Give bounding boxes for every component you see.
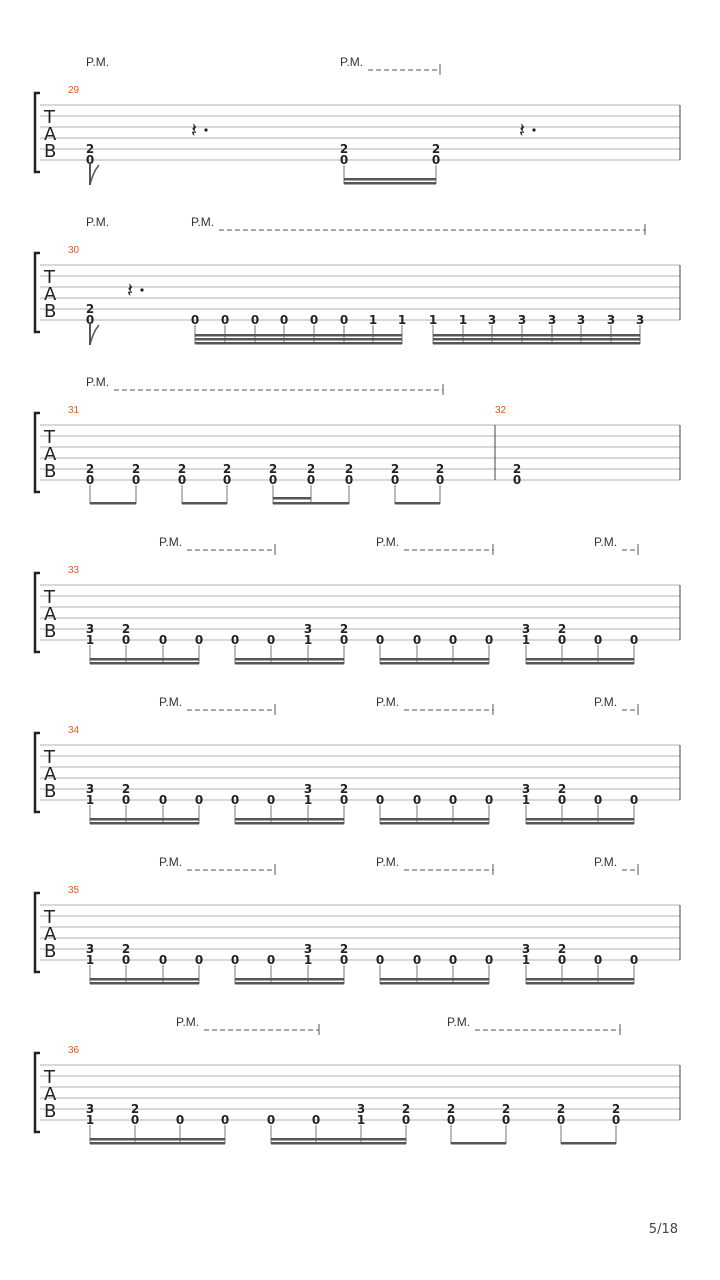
palm-mute-label: P.M. <box>340 55 364 69</box>
note-beam <box>380 818 489 821</box>
rest-symbol: 𝄽 <box>127 278 134 302</box>
fret-number: 0 <box>557 793 567 807</box>
fret-number: 2 <box>85 302 95 316</box>
palm-mute-label: P.M. <box>176 1015 200 1029</box>
fret-number: 2 <box>121 622 131 636</box>
tab-clef-letter: A <box>44 924 57 945</box>
fret-number: 1 <box>85 793 95 807</box>
measure-number: 34 <box>68 725 80 736</box>
tab-system <box>35 215 680 345</box>
fret-number: 0 <box>158 953 168 967</box>
tab-clef-letter: B <box>44 621 57 642</box>
note-beam <box>380 822 489 825</box>
fret-number: 0 <box>557 633 567 647</box>
system-bracket <box>35 733 40 812</box>
fret-number: 1 <box>303 793 313 807</box>
fret-number: 0 <box>131 473 141 487</box>
note-beam <box>235 982 344 985</box>
note-beam <box>451 1142 506 1145</box>
fret-number: 0 <box>557 953 567 967</box>
palm-mute-label: P.M. <box>447 1015 471 1029</box>
note-beam <box>90 502 136 505</box>
tab-clef-letter: B <box>44 941 57 962</box>
palm-mute-label: P.M. <box>376 695 400 709</box>
fret-number: 0 <box>268 473 278 487</box>
tab-system <box>35 375 680 505</box>
fret-number: 0 <box>448 953 458 967</box>
note-beam <box>90 1138 225 1141</box>
fret-number: 0 <box>194 953 204 967</box>
tab-clef-letter: T <box>44 1067 55 1088</box>
note-beam <box>344 178 436 181</box>
palm-mute-label: P.M. <box>594 695 618 709</box>
note-beam <box>195 334 402 337</box>
fret-number: 3 <box>85 622 95 636</box>
note-beam <box>526 658 634 661</box>
tab-clef-letter: T <box>44 587 55 608</box>
rest-symbol: 𝄽 <box>191 118 198 142</box>
fret-number: 3 <box>85 1102 95 1116</box>
note-flag <box>90 165 99 185</box>
fret-number: 3 <box>521 622 531 636</box>
fret-number: 1 <box>521 793 531 807</box>
note-beam <box>182 502 227 505</box>
note-beam <box>380 978 489 981</box>
fret-number: 0 <box>401 1113 411 1127</box>
fret-number: 0 <box>266 633 276 647</box>
fret-number: 0 <box>593 953 603 967</box>
tab-clef-letter: A <box>44 764 57 785</box>
measure-number: 31 <box>68 405 80 416</box>
measure-number: 36 <box>68 1045 80 1056</box>
note-beam <box>271 1142 406 1145</box>
tab-clef-letter: B <box>44 781 57 802</box>
fret-number: 1 <box>458 313 468 327</box>
tab-system <box>35 855 680 985</box>
note-beam <box>526 662 634 665</box>
fret-number: 2 <box>121 942 131 956</box>
tab-system <box>35 1015 680 1145</box>
fret-number: 3 <box>356 1102 366 1116</box>
fret-number: 1 <box>521 633 531 647</box>
fret-number: 0 <box>306 473 316 487</box>
fret-number: 2 <box>556 1102 566 1116</box>
note-beam <box>526 978 634 981</box>
fret-number: 2 <box>501 1102 511 1116</box>
palm-mute-label: P.M. <box>159 855 183 869</box>
fret-number: 0 <box>448 633 458 647</box>
fret-number: 0 <box>121 633 131 647</box>
fret-number: 3 <box>635 313 645 327</box>
fret-number: 0 <box>85 313 95 327</box>
fret-number: 0 <box>375 793 385 807</box>
fret-number: 1 <box>521 953 531 967</box>
fret-number: 0 <box>220 1113 230 1127</box>
measure-number: 32 <box>495 405 507 416</box>
fret-number: 0 <box>501 1113 511 1127</box>
fret-number: 2 <box>222 462 232 476</box>
fret-number: 3 <box>576 313 586 327</box>
note-beam <box>235 822 344 825</box>
tab-clef-letter: A <box>44 444 57 465</box>
fret-number: 0 <box>220 313 230 327</box>
fret-number: 0 <box>435 473 445 487</box>
note-beam <box>90 818 199 821</box>
fret-number: 2 <box>85 142 95 156</box>
note-beam <box>561 1142 616 1145</box>
fret-number: 1 <box>368 313 378 327</box>
fret-number: 0 <box>593 633 603 647</box>
fret-number: 0 <box>412 953 422 967</box>
note-beam <box>526 818 634 821</box>
tab-clef-letter: A <box>44 604 57 625</box>
fret-number: 0 <box>512 473 522 487</box>
fret-number: 2 <box>339 142 349 156</box>
fret-number: 0 <box>85 473 95 487</box>
fret-number: 0 <box>484 793 494 807</box>
note-beam <box>526 982 634 985</box>
tab-clef-letter: A <box>44 1084 57 1105</box>
fret-number: 0 <box>194 633 204 647</box>
fret-number: 0 <box>266 793 276 807</box>
fret-number: 3 <box>521 942 531 956</box>
note-beam <box>380 982 489 985</box>
fret-number: 0 <box>85 153 95 167</box>
note-beam <box>195 342 402 345</box>
fret-number: 2 <box>512 462 522 476</box>
fret-number: 3 <box>517 313 527 327</box>
system-bracket <box>35 413 40 492</box>
system-bracket <box>35 93 40 172</box>
fret-number: 0 <box>230 953 240 967</box>
fret-number: 0 <box>309 313 319 327</box>
note-beam <box>235 658 344 661</box>
note-beam <box>433 342 640 345</box>
tab-clef-letter: A <box>44 284 57 305</box>
palm-mute-label: P.M. <box>594 855 618 869</box>
rest-symbol: 𝄽 <box>519 118 526 142</box>
fret-number: 2 <box>339 942 349 956</box>
fret-number: 0 <box>629 793 639 807</box>
fret-number: 0 <box>121 953 131 967</box>
tab-clef-letter: T <box>44 747 55 768</box>
palm-mute-label: P.M. <box>159 695 183 709</box>
fret-number: 2 <box>446 1102 456 1116</box>
note-beam <box>344 182 436 185</box>
tab-system <box>35 695 680 825</box>
fret-number: 0 <box>177 473 187 487</box>
fret-number: 2 <box>431 142 441 156</box>
note-beam <box>273 502 349 505</box>
fret-number: 2 <box>130 1102 140 1116</box>
fret-number: 1 <box>428 313 438 327</box>
fret-number: 0 <box>339 793 349 807</box>
note-beam <box>90 978 199 981</box>
fret-number: 2 <box>339 782 349 796</box>
rest-dot <box>532 128 535 131</box>
system-bracket <box>35 573 40 652</box>
fret-number: 1 <box>303 953 313 967</box>
tab-clef-letter: B <box>44 301 57 322</box>
system-bracket <box>35 1053 40 1132</box>
fret-number: 3 <box>487 313 497 327</box>
note-beam <box>433 334 640 337</box>
fret-number: 2 <box>390 462 400 476</box>
tab-clef-letter: T <box>44 267 55 288</box>
fret-number: 2 <box>557 782 567 796</box>
tab-system <box>35 55 680 185</box>
fret-number: 0 <box>130 1113 140 1127</box>
note-beam <box>271 1138 406 1141</box>
tab-clef-letter: T <box>44 907 55 928</box>
fret-number: 2 <box>177 462 187 476</box>
fret-number: 2 <box>435 462 445 476</box>
palm-mute-label: P.M. <box>159 535 183 549</box>
fret-number: 0 <box>158 793 168 807</box>
tab-clef-letter: B <box>44 1101 57 1122</box>
fret-number: 2 <box>131 462 141 476</box>
fret-number: 0 <box>344 473 354 487</box>
note-beam <box>90 982 199 985</box>
fret-number: 0 <box>266 1113 276 1127</box>
fret-number: 0 <box>190 313 200 327</box>
fret-number: 0 <box>279 313 289 327</box>
measure-number: 29 <box>68 85 80 96</box>
note-beam <box>90 1142 225 1145</box>
fret-number: 0 <box>311 1113 321 1127</box>
tab-clef-letter: T <box>44 107 55 128</box>
note-beam <box>380 662 489 665</box>
page-number: 5/18 <box>648 1222 678 1237</box>
fret-number: 1 <box>356 1113 366 1127</box>
fret-number: 0 <box>446 1113 456 1127</box>
palm-mute-label: P.M. <box>86 375 110 389</box>
system-bracket <box>35 253 40 332</box>
fret-number: 2 <box>306 462 316 476</box>
fret-number: 2 <box>611 1102 621 1116</box>
tab-clef-letter: A <box>44 124 57 145</box>
fret-number: 2 <box>339 622 349 636</box>
system-bracket <box>35 893 40 972</box>
palm-mute-label: P.M. <box>376 855 400 869</box>
fret-number: 2 <box>344 462 354 476</box>
fret-number: 0 <box>484 633 494 647</box>
fret-number: 2 <box>557 622 567 636</box>
fret-number: 0 <box>250 313 260 327</box>
fret-number: 0 <box>390 473 400 487</box>
note-beam <box>433 338 640 341</box>
fret-number: 3 <box>303 622 313 636</box>
fret-number: 1 <box>397 313 407 327</box>
note-beam <box>235 662 344 665</box>
note-beam <box>90 822 199 825</box>
fret-number: 0 <box>266 953 276 967</box>
rest-dot <box>204 128 207 131</box>
fret-number: 2 <box>401 1102 411 1116</box>
fret-number: 1 <box>85 1113 95 1127</box>
fret-number: 0 <box>339 153 349 167</box>
palm-mute-label: P.M. <box>191 215 215 229</box>
fret-number: 3 <box>303 942 313 956</box>
note-beam <box>380 658 489 661</box>
measure-number: 33 <box>68 565 80 576</box>
fret-number: 0 <box>412 793 422 807</box>
fret-number: 0 <box>339 313 349 327</box>
palm-mute-label: P.M. <box>376 535 400 549</box>
fret-number: 0 <box>339 633 349 647</box>
fret-number: 0 <box>431 153 441 167</box>
fret-number: 0 <box>375 953 385 967</box>
fret-number: 1 <box>85 953 95 967</box>
fret-number: 0 <box>629 953 639 967</box>
fret-number: 1 <box>303 633 313 647</box>
note-flag <box>90 325 99 345</box>
fret-number: 0 <box>611 1113 621 1127</box>
measure-number: 35 <box>68 885 80 896</box>
note-beam <box>235 978 344 981</box>
fret-number: 3 <box>606 313 616 327</box>
rest-dot <box>140 288 143 291</box>
fret-number: 3 <box>303 782 313 796</box>
fret-number: 0 <box>339 953 349 967</box>
tab-clef-letter: B <box>44 461 57 482</box>
note-beam <box>195 338 402 341</box>
palm-mute-label: P.M. <box>86 55 110 69</box>
note-beam <box>90 662 199 665</box>
fret-number: 0 <box>484 953 494 967</box>
fret-number: 0 <box>222 473 232 487</box>
note-beam <box>90 658 199 661</box>
fret-number: 0 <box>448 793 458 807</box>
fret-number: 0 <box>194 793 204 807</box>
fret-number: 0 <box>593 793 603 807</box>
fret-number: 3 <box>85 942 95 956</box>
tab-system <box>35 535 680 665</box>
fret-number: 2 <box>121 782 131 796</box>
fret-number: 0 <box>556 1113 566 1127</box>
fret-number: 3 <box>521 782 531 796</box>
tab-clef-letter: T <box>44 427 55 448</box>
fret-number: 0 <box>158 633 168 647</box>
fret-number: 0 <box>412 633 422 647</box>
note-beam <box>273 497 311 500</box>
fret-number: 0 <box>121 793 131 807</box>
note-beam <box>526 822 634 825</box>
fret-number: 1 <box>85 633 95 647</box>
measure-number: 30 <box>68 245 80 256</box>
fret-number: 0 <box>629 633 639 647</box>
fret-number: 0 <box>175 1113 185 1127</box>
fret-number: 2 <box>85 462 95 476</box>
fret-number: 0 <box>230 633 240 647</box>
fret-number: 2 <box>268 462 278 476</box>
fret-number: 2 <box>557 942 567 956</box>
palm-mute-label: P.M. <box>594 535 618 549</box>
tab-clef-letter: B <box>44 141 57 162</box>
fret-number: 3 <box>85 782 95 796</box>
note-beam <box>235 818 344 821</box>
fret-number: 0 <box>230 793 240 807</box>
fret-number: 3 <box>547 313 557 327</box>
note-beam <box>395 502 440 505</box>
palm-mute-label: P.M. <box>86 215 110 229</box>
fret-number: 0 <box>375 633 385 647</box>
